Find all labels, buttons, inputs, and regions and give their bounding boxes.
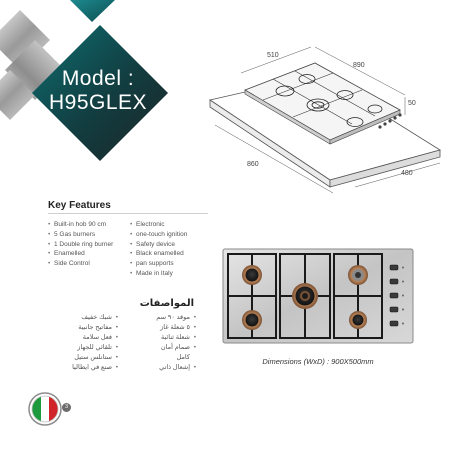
key-features-title: Key Features [48,200,111,211]
arabic-list-2 [72,313,118,373]
italy-flag-icon [28,392,62,426]
control-knob-5 [390,321,398,326]
control-knob-4 [390,307,398,312]
teal-diamond-top [70,0,115,22]
arabic-feature-item: • ستانلس ستيل [72,353,118,363]
control-knob-3 [390,293,398,298]
feature-item: • 1 Double ring burner [48,240,128,250]
arabic-feature-item: • ٥ شعلة غاز [150,323,196,333]
arabic-feature-item: • فعل سلامة [72,333,118,343]
burner-front-left [242,265,262,285]
arabic-feature-item: • شعلة ثنائية [150,333,196,343]
model-title [38,67,158,115]
feature-item: • Enamelled [48,249,128,259]
arabic-list-1 [150,313,196,373]
feature-item: • 5 Gas burners [48,230,128,240]
feature-item: • Side Control [48,259,128,269]
arabic-feature-item: • إشعال ذاتي [150,363,196,373]
arabic-feature-item: • تلقائي للجهاز [72,343,118,353]
dim-height: 50 [408,100,416,107]
burner-rear-left [242,310,262,330]
features-divider [48,213,208,214]
control-knob-2 [390,279,398,284]
technical-drawing [205,45,445,195]
arabic-feature-item: • صنع في ايطاليا [72,363,118,373]
dim-cutout-width: 860 [247,161,259,168]
dim-width: 890 [353,62,365,69]
burner-front-right [348,265,368,285]
arabic-feature-item: • صمام أمان كامل [150,343,196,363]
features-list-1 [48,220,128,269]
arabic-feature-item: • مفاتيح جانبية [72,323,118,333]
burner-double-ring [292,283,318,309]
model-number: H95GLEX [48,91,148,114]
features-list-2 [130,220,210,279]
feature-item: • Safety device [130,240,210,250]
page-number-badge: 3 [62,403,71,412]
dim-cutout-depth: 480 [401,170,413,177]
feature-item: • Made in Italy [130,269,210,279]
feature-item-continued: • pan supports [130,259,210,269]
control-knob-1 [390,265,398,270]
feature-item: • Electronic [130,220,210,230]
feature-item: • Black enamelled [130,249,210,259]
feature-item: • Built-in hob 90 cm [48,220,128,230]
dim-depth: 510 [267,52,279,59]
arabic-feature-item: • شبك خفيف [72,313,118,323]
arabic-features-title: المواصفات [139,298,194,309]
hob-product-image [222,248,414,344]
model-label: Model : [61,67,135,90]
burner-rear-right [349,311,367,329]
feature-item-continued: • one-touch ignition [130,230,210,240]
arabic-feature-item: • موقد ٩٠ سم [150,313,196,323]
hob-dimensions: Dimensions (WxD) : 900X500mm [262,357,374,366]
